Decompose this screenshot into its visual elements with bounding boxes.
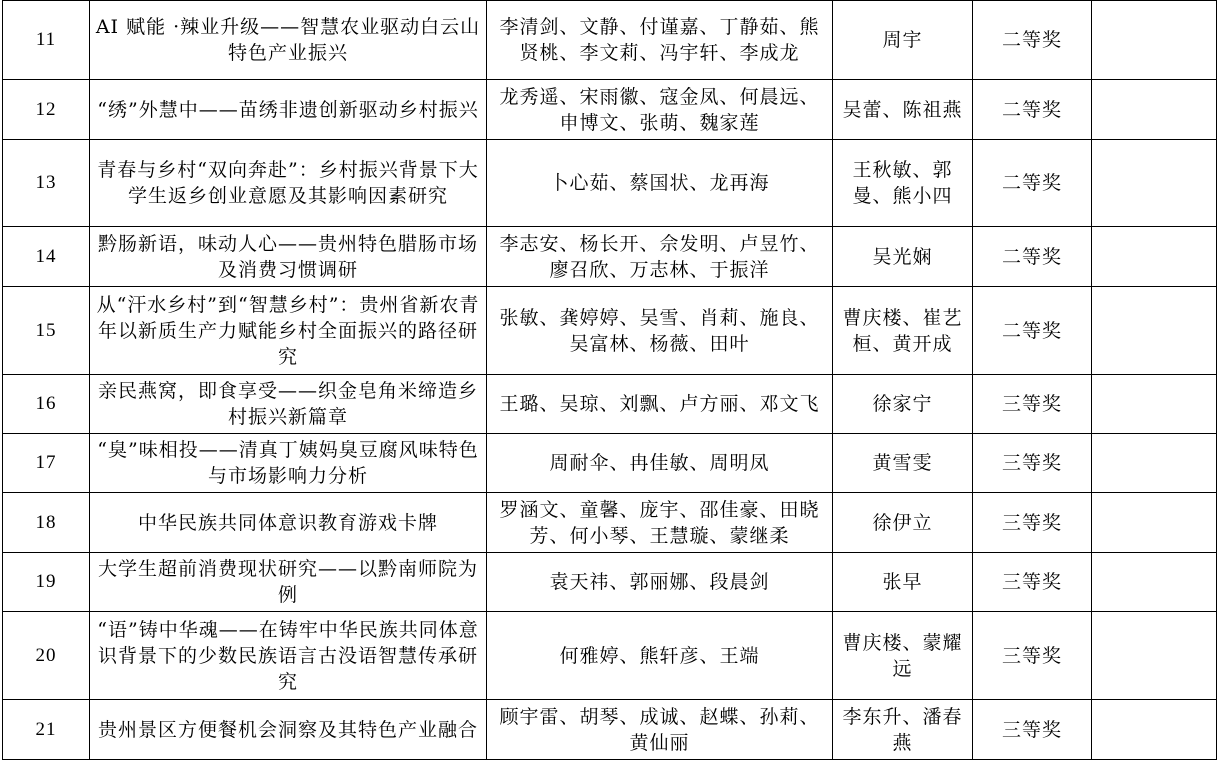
advisor: 张早 (833, 553, 973, 612)
award-level: 二等奖 (973, 80, 1092, 140)
table-row (3, 227, 1217, 287)
award-level: 三等奖 (973, 375, 1092, 434)
row-number: 20 (3, 612, 90, 700)
team-members: 龙秀遥、宋雨徽、寇金凤、何晨远、申博文、张萌、魏家莲 (487, 80, 833, 140)
team-members: 李清剑、文静、付谨嘉、丁静茹、熊贤桃、李文莉、冯宇轩、李成龙 (487, 1, 833, 80)
table-row (3, 287, 1217, 375)
advisor: 徐伊立 (833, 493, 973, 553)
note-cell (1092, 375, 1217, 434)
note-cell (1092, 287, 1217, 375)
row-number: 11 (3, 1, 90, 80)
project-title: 大学生超前消费现状研究——以黔南师院为例 (90, 553, 487, 612)
row-number: 14 (3, 227, 90, 287)
award-level: 三等奖 (973, 612, 1092, 700)
note-cell (1092, 700, 1217, 760)
project-title: “臭”味相投——清真丁姨妈臭豆腐风味特色与市场影响力分析 (90, 434, 487, 493)
advisor: 徐家宁 (833, 375, 973, 434)
advisor: 周宇 (833, 1, 973, 80)
project-title: 青春与乡村“双向奔赴”：乡村振兴背景下大学生返乡创业意愿及其影响因素研究 (90, 140, 487, 227)
award-level: 二等奖 (973, 227, 1092, 287)
note-cell (1092, 493, 1217, 553)
award-level: 二等奖 (973, 1, 1092, 80)
award-level: 三等奖 (973, 493, 1092, 553)
table-row (3, 493, 1217, 553)
team-members: 张敏、龚婷婷、吴雪、肖莉、施良、吴富林、杨薇、田叶 (487, 287, 833, 375)
note-cell (1092, 612, 1217, 700)
table-row (3, 612, 1217, 700)
project-title: AI 赋能 ·辣业升级——智慧农业驱动白云山特色产业振兴 (90, 1, 487, 80)
note-cell (1092, 1, 1217, 80)
table-row (3, 1, 1217, 80)
table-row (3, 700, 1217, 760)
row-number: 16 (3, 375, 90, 434)
award-level: 三等奖 (973, 434, 1092, 493)
table-row (3, 80, 1217, 140)
row-number: 17 (3, 434, 90, 493)
team-members: 何雅婷、熊轩彦、王端 (487, 612, 833, 700)
team-members: 罗涵文、童馨、庞宇、邵佳豪、田晓芳、何小琴、王慧璇、蒙继柔 (487, 493, 833, 553)
advisor: 曹庆楼、崔艺桓、黄开成 (833, 287, 973, 375)
row-number: 19 (3, 553, 90, 612)
advisor: 吴蕾、陈祖燕 (833, 80, 973, 140)
team-members: 李志安、杨长开、佘发明、卢昱竹、廖召欣、万志林、于振洋 (487, 227, 833, 287)
row-number: 18 (3, 493, 90, 553)
note-cell (1092, 553, 1217, 612)
note-cell (1092, 434, 1217, 493)
advisor: 王秋敏、郭曼、熊小四 (833, 140, 973, 227)
table-row (3, 140, 1217, 227)
row-number: 21 (3, 700, 90, 760)
project-title: 亲民燕窝，即食享受——织金皂角米缔造乡村振兴新篇章 (90, 375, 487, 434)
award-level: 三等奖 (973, 553, 1092, 612)
table-row (3, 553, 1217, 612)
note-cell (1092, 80, 1217, 140)
table-row (3, 434, 1217, 493)
project-title: 中华民族共同体意识教育游戏卡牌 (90, 493, 487, 553)
team-members: 王璐、吴琼、刘飘、卢方丽、邓文飞 (487, 375, 833, 434)
award-level: 二等奖 (973, 287, 1092, 375)
team-members: 顾宇雷、胡琴、成诚、赵蝶、孙莉、黄仙丽 (487, 700, 833, 760)
row-number: 12 (3, 80, 90, 140)
note-cell (1092, 227, 1217, 287)
note-cell (1092, 140, 1217, 227)
project-title: 从“汗水乡村”到“智慧乡村”：贵州省新农青年以新质生产力赋能乡村全面振兴的路径研究 (90, 287, 487, 375)
row-number: 15 (3, 287, 90, 375)
team-members: 卜心茹、蔡国状、龙再海 (487, 140, 833, 227)
award-level: 二等奖 (973, 140, 1092, 227)
advisor: 吴光娴 (833, 227, 973, 287)
table-row (3, 375, 1217, 434)
project-title: “语”铸中华魂——在铸牢中华民族共同体意识背景下的少数民族语言古没语智慧传承研究 (90, 612, 487, 700)
row-number: 13 (3, 140, 90, 227)
advisor: 黄雪雯 (833, 434, 973, 493)
advisor: 曹庆楼、蒙耀远 (833, 612, 973, 700)
project-title: 贵州景区方便餐机会洞察及其特色产业融合 (90, 700, 487, 760)
team-members: 周耐伞、冉佳敏、周明凤 (487, 434, 833, 493)
award-level: 三等奖 (973, 700, 1092, 760)
advisor: 李东升、潘春燕 (833, 700, 973, 760)
project-title: “绣”外慧中——苗绣非遗创新驱动乡村振兴 (90, 80, 487, 140)
project-title: 黔肠新语，味动人心——贵州特色腊肠市场及消费习惯调研 (90, 227, 487, 287)
team-members: 袁天祎、郭丽娜、段晨剑 (487, 553, 833, 612)
awards-table (2, 0, 1217, 760)
